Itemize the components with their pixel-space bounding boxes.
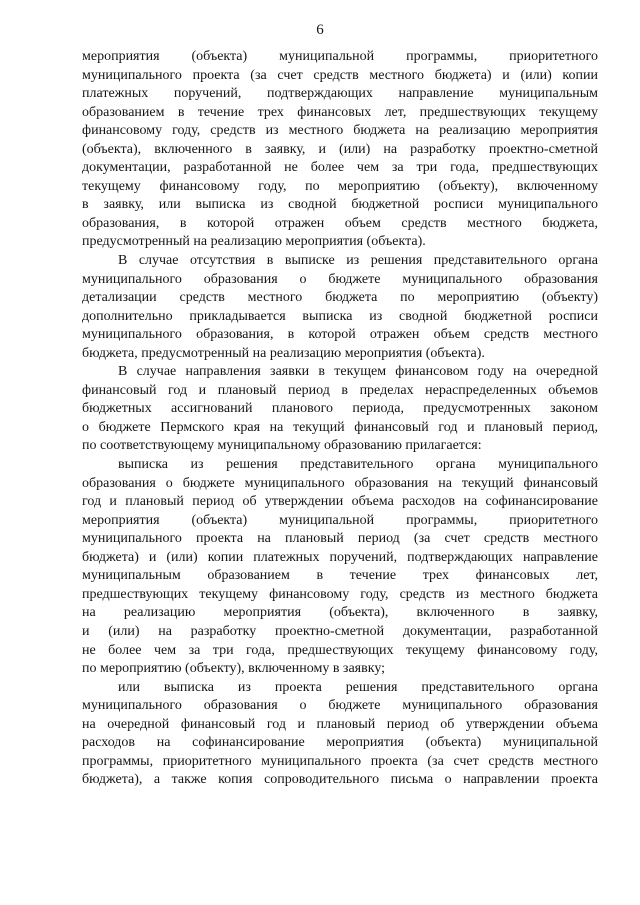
text-line: или выписка из проекта решения представительного органа [118, 679, 598, 695]
text-line: и (или) на разработку проектно-сметной документации, разработанной [82, 623, 598, 639]
paragraph [82, 679, 598, 790]
text-line: В случае направления заявки в текущем финансовом году на очередной [118, 364, 598, 380]
text-line: образования, в которой отражен объем средств местного бюджета, [82, 215, 598, 231]
text-line: бюджета) и (или) копии платежных поручений, подтверждающих направление [82, 549, 598, 565]
text-line: бюджета, предусмотренный на реализацию мероприятия (объекта). [82, 345, 485, 361]
text-line: муниципального образования, в которой отражен объем средств местного [82, 327, 598, 343]
text-line: расходов на софинансирование мероприятия (объекта) муниципальной [82, 735, 598, 751]
text-line: образованием в течение трех финансовых лет, предшествующих текущему [82, 104, 598, 120]
text-line: муниципального образования о бюджете муниципального образования [82, 271, 598, 287]
paragraph [82, 363, 598, 456]
text-line: программы, приоритетного муниципального проекта (за счет средств местного [82, 753, 598, 769]
text-line: по соответствующему муниципальному образованию прилагается: [82, 438, 482, 454]
paragraph [82, 456, 598, 679]
text-line: предшествующих текущему финансовому году, средств из местного бюджета [82, 586, 598, 602]
text-line: год и плановый период об утверждении объема расходов на софинансирование [82, 494, 598, 510]
text-line: финансовому году, средств из местного бюджета на реализацию мероприятия [82, 123, 598, 139]
text-line: на реализацию мероприятия (объекта), включенного в заявку, [82, 605, 598, 621]
text-line: дополнительно прикладывается выписка из сводной бюджетной росписи [82, 308, 598, 324]
text-line: предусмотренный на реализацию мероприятия (объекта). [82, 234, 426, 250]
paragraph [82, 48, 598, 252]
text-line: муниципального образования о бюджете муниципального образования [82, 698, 598, 714]
text-line: текущему финансовому году, по мероприятию (объекту), включенному [82, 178, 598, 194]
text-line: муниципального проекта (за счет средств местного бюджета) и (или) копии [82, 67, 598, 83]
text-line: детализации средств местного бюджета по мероприятию (объекту) [82, 290, 598, 306]
text-line: бюджетных ассигнований планового периода, предусмотренных законом [82, 401, 598, 417]
text-line: финансовый год и плановый период в пределах нераспределенных объемов [82, 382, 598, 398]
text-line: не более чем за три года, предшествующих текущему финансовому году, [82, 642, 598, 658]
text-line: в заявку, или выписка из сводной бюджетной росписи муниципального [82, 197, 598, 213]
text-line: документации, разработанной не более чем за три года, предшествующих [82, 160, 598, 176]
page-number: 6 [316, 22, 324, 38]
text-line: муниципальным образованием в течение трех финансовых лет, [82, 568, 598, 584]
text-line: В случае отсутствия в выписке из решения представительного органа [118, 253, 598, 269]
text-line: по мероприятию (объекту), включенному в заявку; [82, 661, 386, 677]
text-line: (объекта), включенного в заявку, и (или) на разработку проектно-сметной [82, 141, 598, 157]
text-line: выписка из решения представительного органа муниципального [118, 457, 598, 473]
text-line: муниципального проекта на плановый период (за счет средств местного [82, 531, 598, 547]
text-line: о бюджете Пермского края на текущий финансовый год и плановый период, [82, 419, 598, 435]
document-body [82, 48, 598, 790]
text-line: платежных поручений, подтверждающих направление муниципальным [82, 86, 598, 102]
text-line: мероприятия (объекта) муниципальной программы, приоритетного [82, 512, 598, 528]
text-line: на очередной финансовый год и плановый период об утверждении объема [82, 716, 598, 732]
text-line: мероприятия (объекта) муниципальной программы, приоритетного [82, 49, 598, 64]
paragraph [82, 252, 598, 363]
text-line: образования о бюджете муниципального образования на текущий финансовый [82, 475, 598, 491]
text-line: бюджета), а также копия сопроводительного письма о направлении проекта [82, 772, 598, 788]
